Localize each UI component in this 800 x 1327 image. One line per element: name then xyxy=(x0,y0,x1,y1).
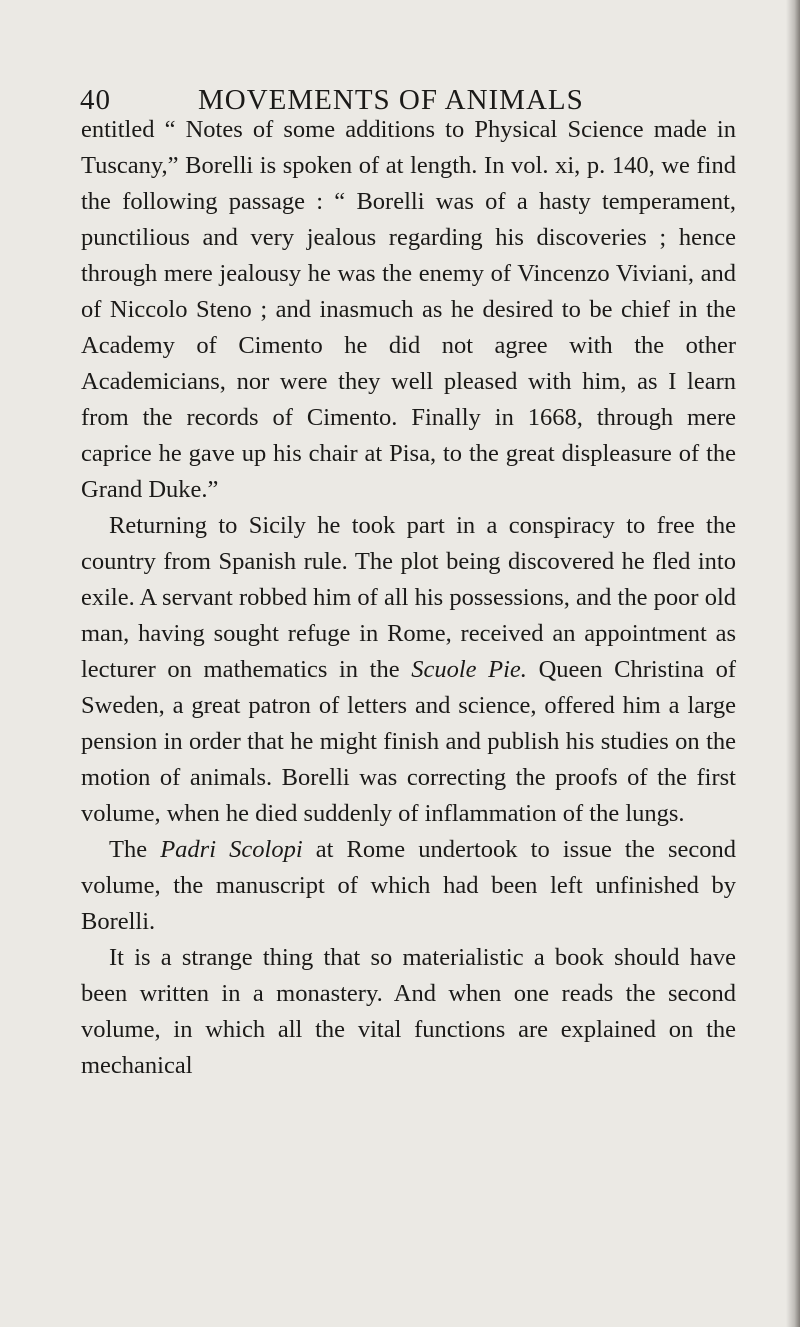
page-number: 40 xyxy=(80,84,111,116)
paragraph xyxy=(81,940,736,1084)
text-run: It is a strange thing that so materialistic a book should have been written in a monastery. And when one reads the second volume, in which all the vital functions are explained on the mechanical xyxy=(81,944,736,1079)
paragraph xyxy=(81,832,736,940)
italic-text-run: Padri Scolopi xyxy=(160,836,303,863)
body-text xyxy=(81,112,736,1084)
text-run: at Rome undertook to issue the second volume, the manuscript of which had been left unfinished by Borelli. xyxy=(81,836,737,935)
paragraph xyxy=(81,508,736,832)
running-head: MOVEMENTS OF ANIMALS xyxy=(198,84,584,116)
text-run: entitled “ Notes of some additions to Physical Science made in Tuscany,” Borelli is spoken of at length. In vol. xi, p. 140, we find the following passage : “ Borelli was of a hasty temperament, punctilious and very jealous regarding his discoveries ; hence through mere jealousy he was the enemy of Vincenzo Viviani, and of Niccolo Steno ; and inasmuch as he desired to be chief in the Academy of Cimento he did not agree with the other Academicians, nor were they well pleased with him, as I learn from the records of Cimento. Finally in 1668, through mere caprice he gave up his chair at Pisa, to the great displeasure of the Grand Duke.” xyxy=(81,116,736,503)
text-run: Returning to Sicily he took part in a conspiracy to free the country from Spanish rule. The plot being discovered he fled into exile. A servant robbed him of all his possessions, and the poor old man, having sought refuge in Rome, received an appointment as lecturer on mathematics in the xyxy=(81,512,736,683)
page-edge-shadow xyxy=(786,0,800,1327)
paragraph xyxy=(81,112,736,508)
italic-text-run: Scuole Pie. xyxy=(411,656,527,683)
text-run: Queen Christina of Sweden, a great patron of letters and science, offered him a large pension in order that he might finish and publish his studies on the motion of animals. Borelli was correcting the proofs of the first volume, when he died suddenly of inflammation of the lungs. xyxy=(81,656,736,827)
text-run: The xyxy=(109,836,161,863)
